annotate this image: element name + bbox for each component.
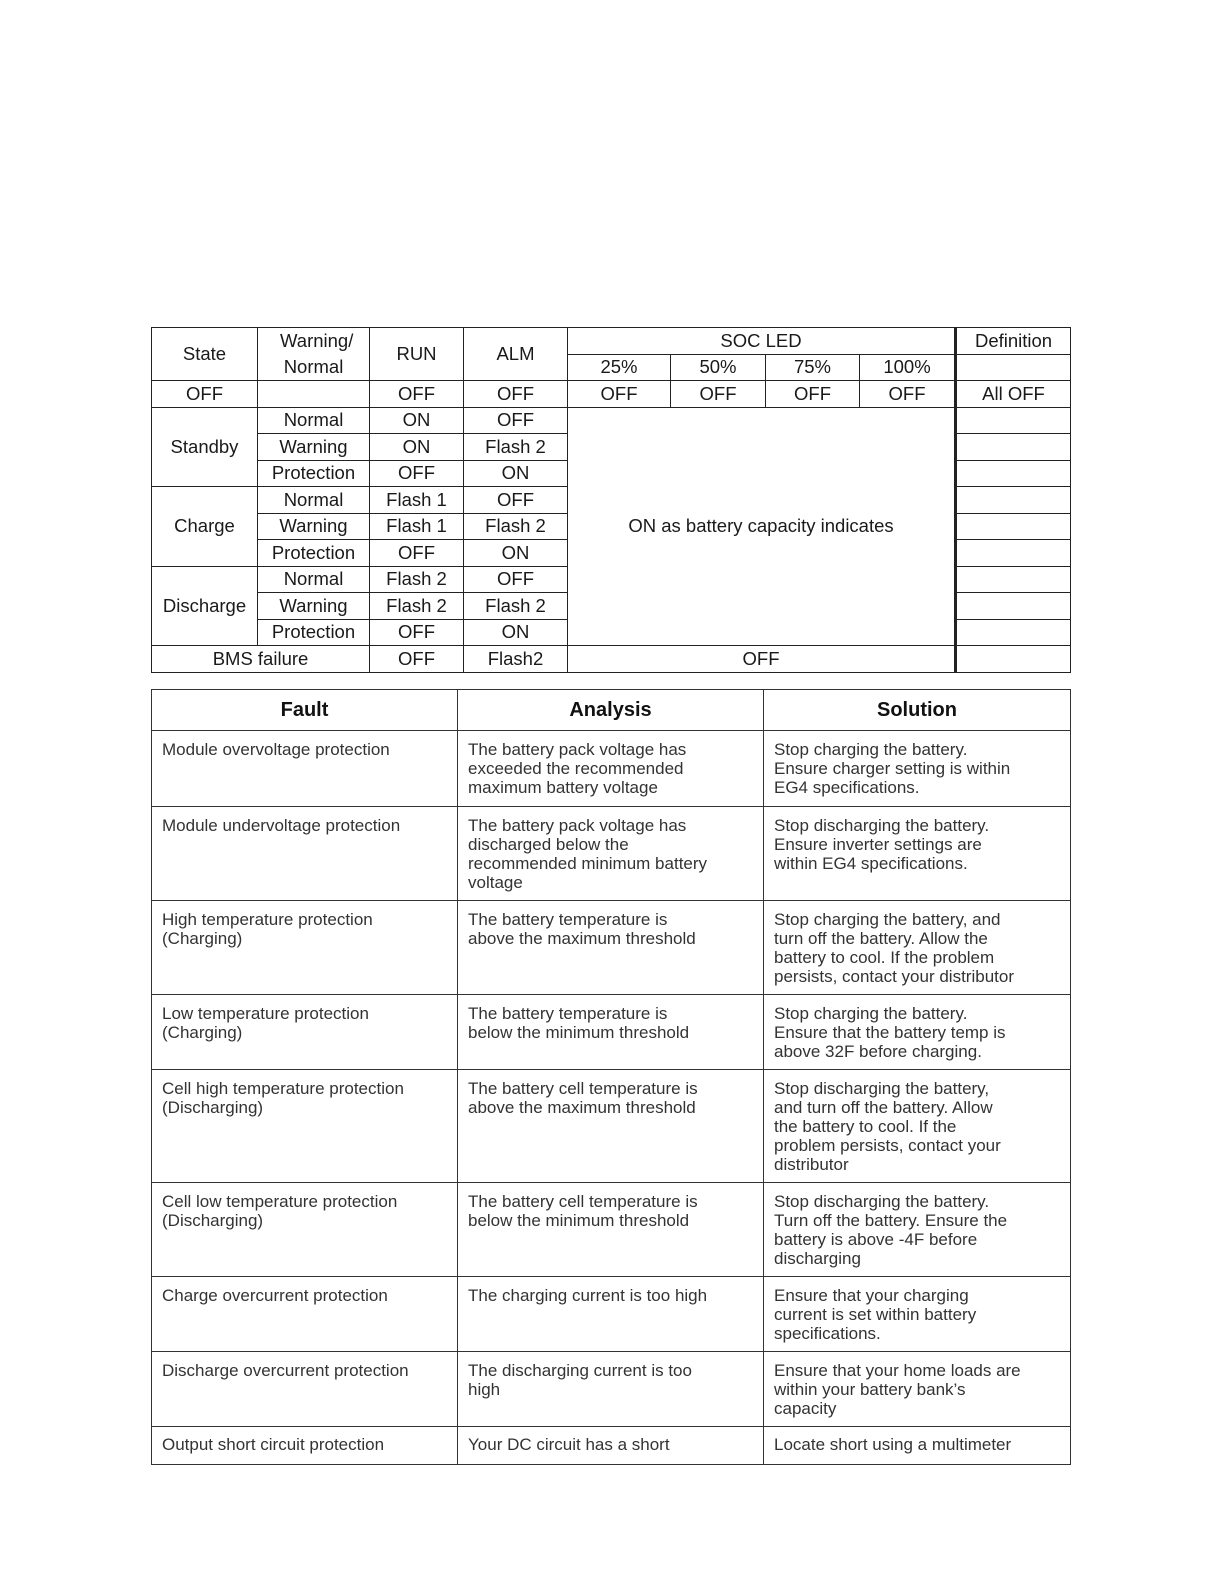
analysis-line: voltage	[468, 873, 523, 892]
bms-soc: OFF	[568, 646, 956, 673]
solution-line: turn off the battery. Allow the	[774, 929, 988, 948]
alm-value: OFF	[464, 407, 568, 434]
solution-line: Ensure that your charging	[774, 1286, 969, 1305]
fault-header-row	[152, 690, 1071, 731]
state-label: Discharge	[152, 566, 258, 646]
definition-cell	[956, 460, 1071, 487]
header-soc-75: 75%	[766, 354, 860, 381]
off-soc-75: OFF	[766, 381, 860, 408]
header-alm: ALM	[464, 328, 568, 381]
solution-cell	[764, 807, 1071, 901]
solution-line: battery to cool. If the problem	[774, 948, 995, 967]
mode-label: Protection	[258, 460, 370, 487]
bms-label: BMS failure	[152, 646, 370, 673]
solution-line: Stop discharging the battery.	[774, 1192, 990, 1211]
analysis-cell	[458, 1352, 764, 1427]
analysis-line: above the maximum threshold	[468, 1098, 696, 1117]
analysis-line: The battery cell temperature is	[468, 1079, 698, 1098]
mode-label: Warning	[258, 513, 370, 540]
off-warning-normal	[258, 381, 370, 408]
fault-row	[152, 1352, 1071, 1427]
solution-cell	[764, 1427, 1071, 1465]
solution-cell	[764, 1277, 1071, 1352]
definition-cell	[956, 593, 1071, 620]
fault-cell	[152, 1277, 458, 1352]
solution-line: Ensure charger setting is within	[774, 759, 1011, 778]
fault-row	[152, 995, 1071, 1070]
led-bms-row	[152, 646, 1071, 673]
alm-value: ON	[464, 619, 568, 646]
solution-line: Stop charging the battery.	[774, 1004, 968, 1023]
fault-line: Low temperature protection	[162, 1004, 369, 1023]
analysis-cell	[458, 995, 764, 1070]
analysis-line: Your DC circuit has a short	[468, 1435, 670, 1454]
solution-line: within your battery bank’s	[774, 1380, 966, 1399]
led-status-table	[151, 327, 1071, 673]
off-soc-25: OFF	[568, 381, 671, 408]
solution-line: EG4 specifications.	[774, 778, 920, 797]
solution-line: current is set within battery	[774, 1305, 977, 1324]
header-definition-blank	[956, 354, 1071, 381]
header-run: RUN	[370, 328, 464, 381]
mode-label: Normal	[258, 407, 370, 434]
fault-cell	[152, 807, 458, 901]
solution-cell	[764, 995, 1071, 1070]
off-state: OFF	[152, 381, 258, 408]
header-soc-100: 100%	[860, 354, 956, 381]
run-value: OFF	[370, 540, 464, 567]
analysis-line: above the maximum threshold	[468, 929, 696, 948]
solution-line: Stop charging the battery, and	[774, 910, 1001, 929]
header-state: State	[152, 328, 258, 381]
fault-cell	[152, 1427, 458, 1465]
fault-line: Output short circuit protection	[162, 1435, 385, 1454]
solution-line: Ensure that your home loads are	[774, 1361, 1021, 1380]
bms-alm: Flash2	[464, 646, 568, 673]
definition-cell	[956, 487, 1071, 514]
mode-label: Normal	[258, 487, 370, 514]
alm-value: ON	[464, 460, 568, 487]
fault-table	[151, 689, 1071, 1465]
led-header-row-1	[152, 328, 1071, 355]
bms-run: OFF	[370, 646, 464, 673]
fault-line: (Charging)	[162, 929, 243, 948]
fault-line: Cell low temperature protection	[162, 1192, 398, 1211]
analysis-cell	[458, 807, 764, 901]
fault-row	[152, 731, 1071, 807]
analysis-line: The battery pack voltage has	[468, 816, 687, 835]
solution-line: Turn off the battery. Ensure the	[774, 1211, 1008, 1230]
run-value: ON	[370, 434, 464, 461]
solution-cell	[764, 1183, 1071, 1277]
solution-cell	[764, 901, 1071, 995]
header-soc-25: 25%	[568, 354, 671, 381]
solution-cell	[764, 1352, 1071, 1427]
solution-line: Ensure that the battery temp is	[774, 1023, 1006, 1042]
fault-table-body	[152, 731, 1071, 1465]
fault-row	[152, 1427, 1071, 1465]
definition-cell	[956, 619, 1071, 646]
fault-row	[152, 807, 1071, 901]
led-table-body	[152, 328, 1071, 673]
header-analysis: Analysis	[458, 690, 764, 731]
header-fault: Fault	[152, 690, 458, 731]
analysis-line: The battery cell temperature is	[468, 1192, 698, 1211]
header-soc-50: 50%	[671, 354, 766, 381]
state-label: Charge	[152, 487, 258, 567]
analysis-line: maximum battery voltage	[468, 778, 658, 797]
run-value: OFF	[370, 460, 464, 487]
solution-line: discharging	[774, 1249, 861, 1268]
solution-cell	[764, 731, 1071, 807]
off-soc-50: OFF	[671, 381, 766, 408]
alm-value: Flash 2	[464, 434, 568, 461]
fault-line: Module undervoltage protection	[162, 816, 401, 835]
analysis-line: below the minimum threshold	[468, 1023, 690, 1042]
state-label: Standby	[152, 407, 258, 487]
off-soc-100: OFF	[860, 381, 956, 408]
alm-value: OFF	[464, 487, 568, 514]
analysis-line: The battery temperature is	[468, 910, 668, 929]
fault-line: (Charging)	[162, 1023, 243, 1042]
fault-line: Module overvoltage protection	[162, 740, 390, 759]
solution-line: the battery to cool. If the	[774, 1117, 957, 1136]
analysis-line: exceeded the recommended	[468, 759, 684, 778]
analysis-line: below the minimum threshold	[468, 1211, 690, 1230]
solution-line: Stop charging the battery.	[774, 740, 968, 759]
solution-line: Stop discharging the battery.	[774, 816, 990, 835]
definition-cell	[956, 407, 1071, 434]
solution-line: above 32F before charging.	[774, 1042, 982, 1061]
fault-line: (Discharging)	[162, 1211, 264, 1230]
solution-line: specifications.	[774, 1324, 881, 1343]
fault-line: Discharge overcurrent protection	[162, 1361, 409, 1380]
mode-label: Protection	[258, 540, 370, 567]
analysis-line: The charging current is too high	[468, 1286, 708, 1305]
soc-capacity-note: ON as battery capacity indicates	[568, 407, 956, 646]
solution-line: and turn off the battery. Allow	[774, 1098, 993, 1117]
analysis-line: The battery pack voltage has	[468, 740, 687, 759]
analysis-line: The discharging current is too	[468, 1361, 692, 1380]
alm-value: Flash 2	[464, 513, 568, 540]
led-off-row	[152, 381, 1071, 408]
fault-row	[152, 901, 1071, 995]
header-warning-normal: Warning/ Normal	[258, 328, 370, 381]
mode-label: Protection	[258, 619, 370, 646]
bms-definition	[956, 646, 1071, 673]
analysis-cell	[458, 731, 764, 807]
mode-label: Warning	[258, 593, 370, 620]
solution-line: capacity	[774, 1399, 837, 1418]
analysis-line: The battery temperature is	[468, 1004, 668, 1023]
run-value: Flash 1	[370, 487, 464, 514]
mode-label: Normal	[258, 566, 370, 593]
solution-line: Stop discharging the battery,	[774, 1079, 990, 1098]
solution-line: Ensure inverter settings are	[774, 835, 982, 854]
definition-cell	[956, 513, 1071, 540]
analysis-cell	[458, 1427, 764, 1465]
run-value: ON	[370, 407, 464, 434]
fault-cell	[152, 1352, 458, 1427]
analysis-line: discharged below the	[468, 835, 629, 854]
header-definition: Definition	[956, 328, 1071, 355]
analysis-cell	[458, 1183, 764, 1277]
led-state-row	[152, 407, 1071, 434]
off-alm: OFF	[464, 381, 568, 408]
fault-cell	[152, 1183, 458, 1277]
solution-line: within EG4 specifications.	[774, 854, 968, 873]
fault-cell	[152, 731, 458, 807]
analysis-cell	[458, 901, 764, 995]
solution-line: problem persists, contact your	[774, 1136, 1001, 1155]
analysis-line: recommended minimum battery	[468, 854, 708, 873]
fault-cell	[152, 901, 458, 995]
fault-line: High temperature protection	[162, 910, 373, 929]
alm-value: ON	[464, 540, 568, 567]
analysis-line: high	[468, 1380, 501, 1399]
run-value: Flash 2	[370, 566, 464, 593]
fault-row	[152, 1277, 1071, 1352]
alm-value: OFF	[464, 566, 568, 593]
solution-cell	[764, 1070, 1071, 1183]
analysis-cell	[458, 1277, 764, 1352]
run-value: Flash 1	[370, 513, 464, 540]
fault-line: Charge overcurrent protection	[162, 1286, 388, 1305]
solution-line: distributor	[774, 1155, 849, 1174]
fault-row	[152, 1070, 1071, 1183]
solution-line: Locate short using a multimeter	[774, 1435, 1012, 1454]
solution-line: persists, contact your distributor	[774, 967, 1014, 986]
off-run: OFF	[370, 381, 464, 408]
definition-cell	[956, 566, 1071, 593]
fault-line: Cell high temperature protection	[162, 1079, 404, 1098]
header-solution: Solution	[764, 690, 1071, 731]
alm-value: Flash 2	[464, 593, 568, 620]
header-soc-led: SOC LED	[568, 328, 956, 355]
off-definition: All OFF	[956, 381, 1071, 408]
solution-line: battery is above -4F before	[774, 1230, 978, 1249]
fault-cell	[152, 1070, 458, 1183]
fault-row	[152, 1183, 1071, 1277]
analysis-cell	[458, 1070, 764, 1183]
fault-cell	[152, 995, 458, 1070]
run-value: Flash 2	[370, 593, 464, 620]
fault-line: (Discharging)	[162, 1098, 264, 1117]
run-value: OFF	[370, 619, 464, 646]
definition-cell	[956, 434, 1071, 461]
definition-cell	[956, 540, 1071, 567]
mode-label: Warning	[258, 434, 370, 461]
